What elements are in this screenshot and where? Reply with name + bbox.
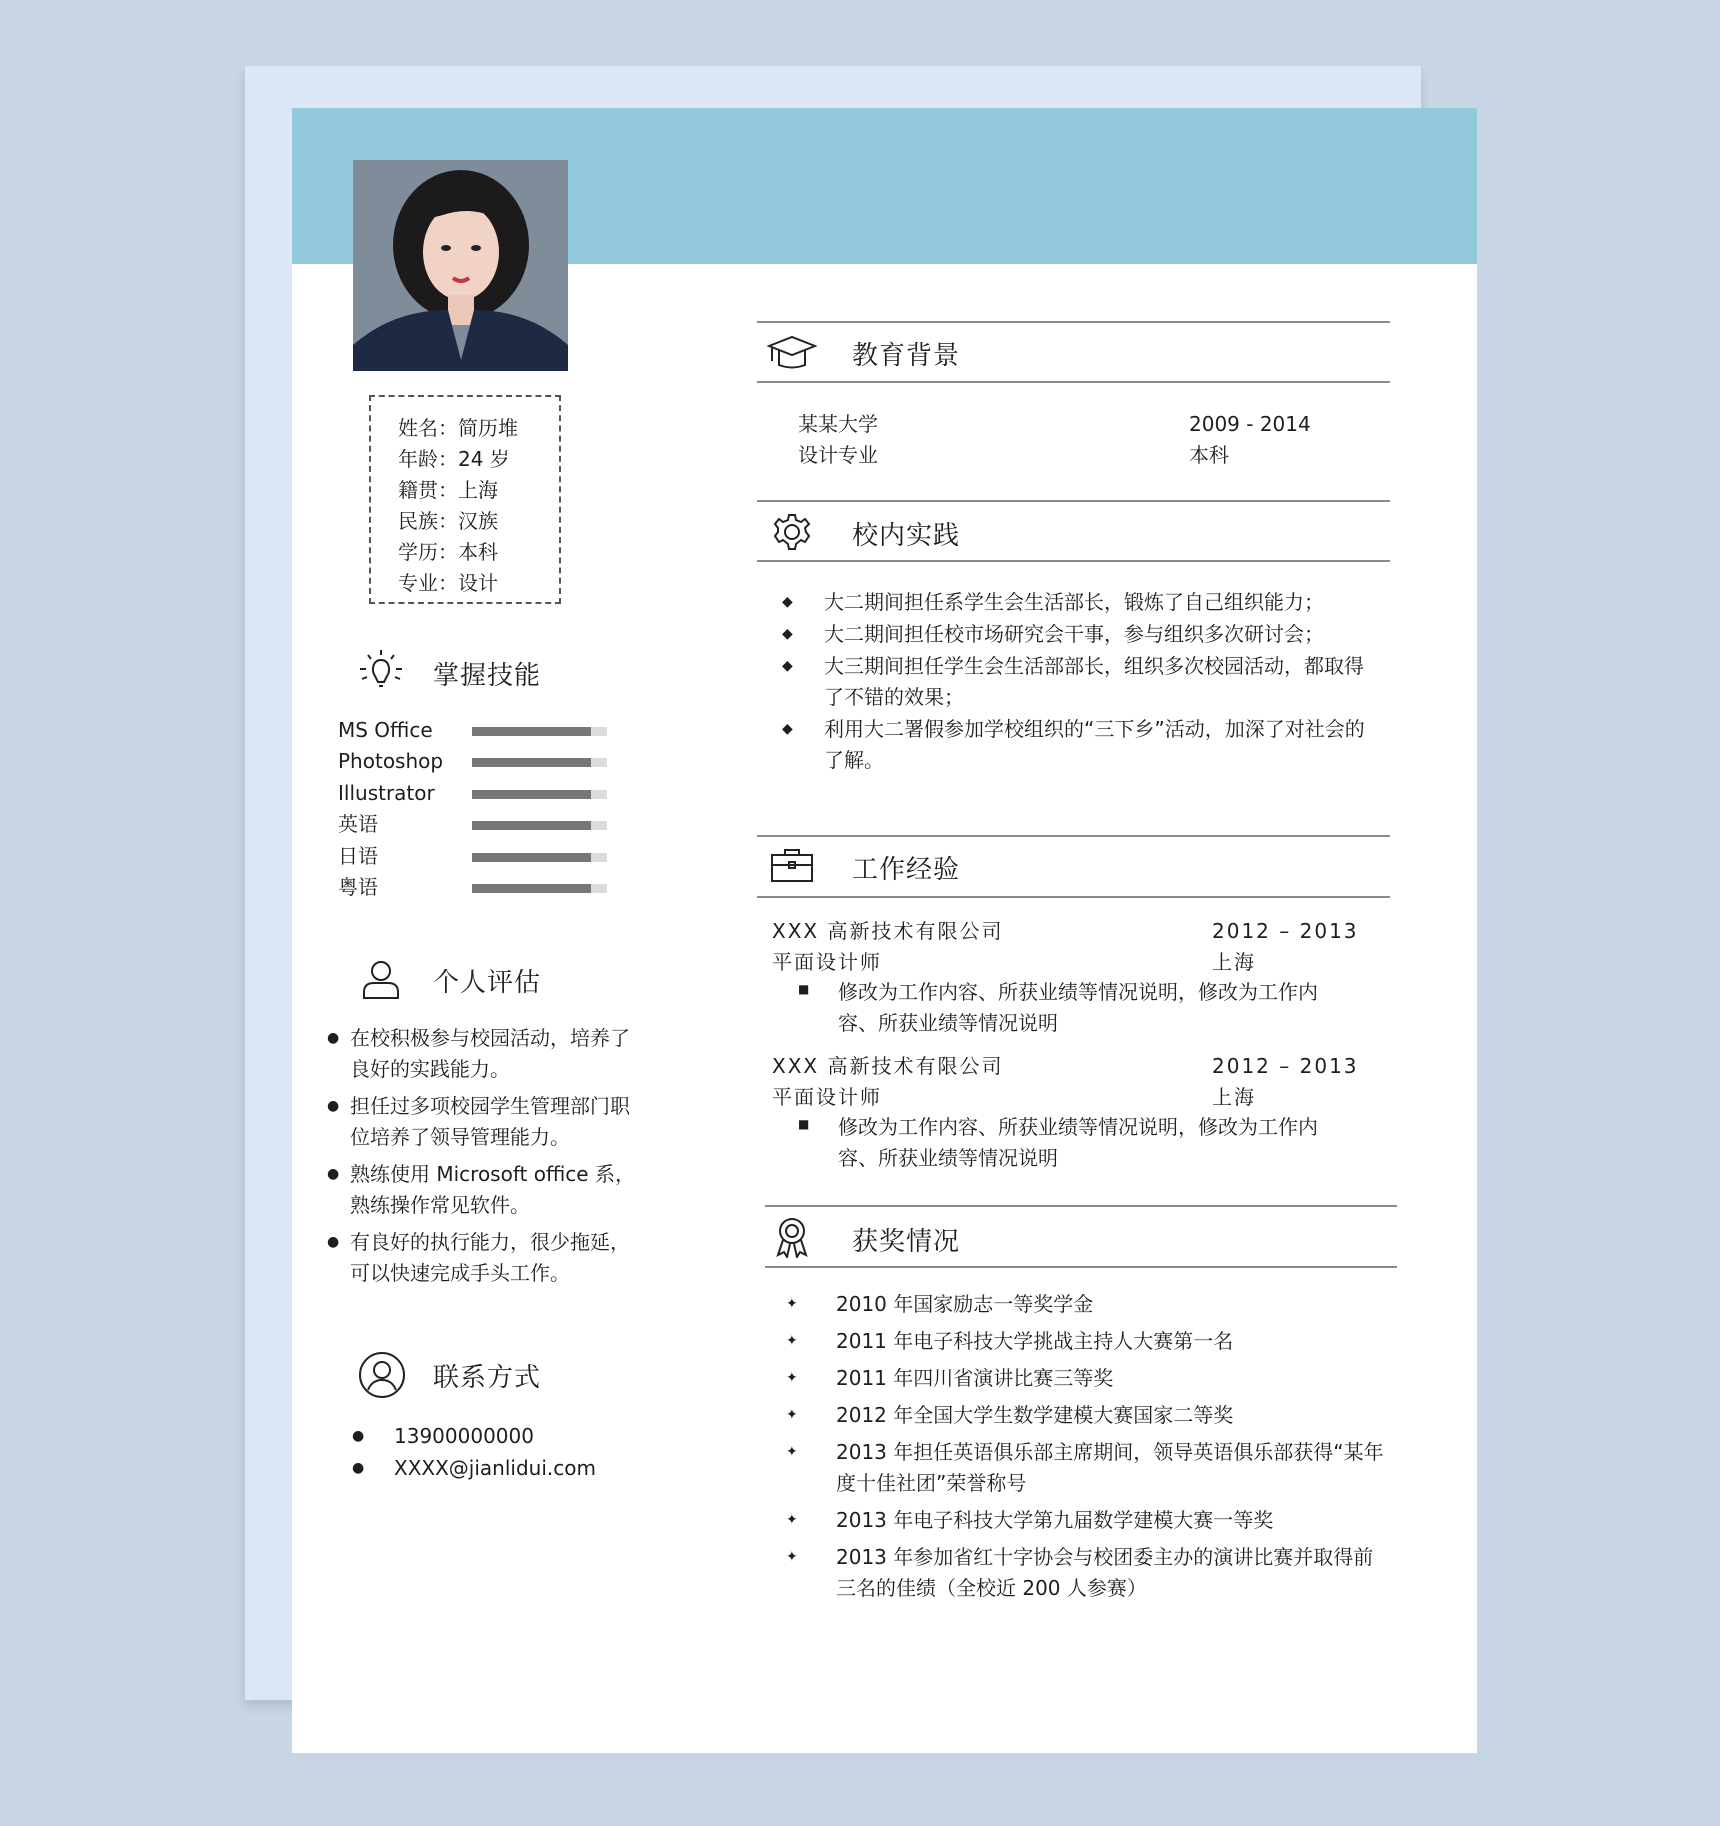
- skill-row: [338, 715, 618, 746]
- evaluation-list: [327, 1023, 637, 1295]
- list-item: [782, 619, 1367, 650]
- bullet-dot-icon: ●: [327, 1098, 340, 1114]
- bullet-star-icon: ✦: [786, 1407, 798, 1423]
- list-item: [327, 1023, 637, 1085]
- skill-name: 日语: [338, 843, 378, 868]
- list-item-text: 熟练使用 Microsoft office 系，熟练操作常见软件。: [350, 1162, 635, 1217]
- list-item: [786, 1326, 1386, 1357]
- skill-bar-fill: [472, 853, 591, 862]
- personal-info-list: [398, 413, 518, 599]
- contact-list: [352, 1421, 652, 1485]
- school-name: 某某大学: [798, 412, 878, 436]
- bullet-dot-icon: ●: [352, 1428, 365, 1444]
- list-item-text: 13900000000: [394, 1424, 534, 1448]
- job-years: 2012 – 2013: [1212, 1054, 1359, 1078]
- bullet-diamond-icon: ◆: [782, 626, 793, 642]
- work-list: [772, 916, 1372, 1186]
- skill-bar: [472, 790, 607, 799]
- profile-photo: [353, 160, 568, 371]
- skill-name: 英语: [338, 812, 378, 837]
- skill-bar-fill: [472, 790, 591, 799]
- bullet-dot-icon: ●: [352, 1460, 365, 1476]
- skills-list: [338, 715, 618, 903]
- job-position: 平面设计师: [772, 1085, 882, 1109]
- divider: [757, 896, 1390, 898]
- info-row: 姓名：简历堆: [398, 416, 518, 440]
- education-years: 2009 - 2014: [1189, 412, 1311, 436]
- divider: [757, 321, 1390, 323]
- skills-heading: 掌握技能: [433, 661, 542, 691]
- job-city: 上海: [1212, 950, 1256, 974]
- skill-bar: [472, 758, 607, 767]
- list-item-text: 2010 年国家励志一等奖学金: [836, 1292, 1094, 1316]
- skill-bar-fill: [472, 727, 591, 736]
- job-entry: [772, 916, 1372, 1051]
- list-item-text: 担任过多项校园学生管理部门职位培养了领导管理能力。: [350, 1094, 630, 1149]
- job-description: 修改为工作内容、所获业绩等情况说明，修改为工作内容、所获业绩等情况说明: [838, 1115, 1318, 1170]
- list-item: [327, 1159, 637, 1221]
- list-item: [782, 714, 1367, 776]
- practice-heading: 校内实践: [852, 521, 961, 551]
- divider: [757, 835, 1390, 837]
- skill-bar-fill: [472, 821, 591, 830]
- bullet-star-icon: ✦: [786, 1370, 798, 1386]
- bullet-star-icon: ✦: [786, 1549, 798, 1565]
- bullet-star-icon: ✦: [786, 1333, 798, 1349]
- contact-icon: [358, 1351, 406, 1403]
- info-row: 专业：设计: [398, 571, 498, 595]
- divider: [757, 560, 1390, 562]
- list-item: [786, 1542, 1386, 1604]
- award-icon: [774, 1216, 810, 1262]
- divider: [757, 500, 1390, 502]
- list-item: [352, 1453, 652, 1484]
- list-item: [786, 1505, 1386, 1536]
- info-row: 籍贯：上海: [398, 478, 498, 502]
- divider: [765, 1205, 1397, 1207]
- skill-bar: [472, 884, 607, 893]
- briefcase-icon: [770, 847, 814, 887]
- list-item-text: 2011 年电子科技大学挑战主持人大赛第一名: [836, 1329, 1234, 1353]
- list-item: [786, 1437, 1386, 1499]
- skill-name: MS Office: [338, 718, 433, 742]
- skill-row: [338, 746, 618, 777]
- skill-bar: [472, 821, 607, 830]
- list-item-text: 2013 年参加省红十字协会与校团委主办的演讲比赛并取得前三名的佳绩（全校近 200 人参赛）: [836, 1545, 1374, 1600]
- bullet-dot-icon: ●: [327, 1166, 340, 1182]
- info-row: 民族：汉族: [398, 509, 498, 533]
- skill-row: [338, 778, 618, 809]
- bullet-dot-icon: ●: [327, 1030, 340, 1046]
- info-row: 学历：本科: [398, 540, 498, 564]
- skill-name: 粤语: [338, 874, 378, 899]
- job-position: 平面设计师: [772, 950, 882, 974]
- skill-name: Photoshop: [338, 749, 444, 774]
- list-item-text: 2011 年四川省演讲比赛三等奖: [836, 1366, 1114, 1390]
- bullet-star-icon: ✦: [786, 1296, 798, 1312]
- bullet-diamond-icon: ◆: [782, 658, 793, 674]
- job-description: 修改为工作内容、所获业绩等情况说明，修改为工作内容、所获业绩等情况说明: [838, 980, 1318, 1035]
- divider: [765, 1266, 1397, 1268]
- education-heading: 教育背景: [852, 341, 961, 371]
- company-name: XXX 高新技术有限公司: [772, 1054, 1004, 1078]
- bullet-square-icon: ■: [798, 1117, 810, 1131]
- list-item-text: 2013 年担任英语俱乐部主席期间，领导英语俱乐部获得“某年度十佳社团”荣誉称号: [836, 1440, 1384, 1495]
- list-item-text: 在校积极参与校园活动，培养了良好的实践能力。: [350, 1026, 630, 1081]
- skill-bar: [472, 853, 607, 862]
- skill-bar-fill: [472, 758, 591, 767]
- job-entry: [772, 1051, 1372, 1186]
- bullet-diamond-icon: ◆: [782, 721, 793, 737]
- contact-heading: 联系方式: [433, 1363, 542, 1393]
- practice-list: [782, 587, 1367, 777]
- list-item-text: 2012 年全国大学生数学建模大赛国家二等奖: [836, 1403, 1234, 1427]
- company-name: XXX 高新技术有限公司: [772, 919, 1004, 943]
- list-item: [786, 1400, 1386, 1431]
- evaluation-heading: 个人评估: [433, 968, 542, 998]
- skill-bar: [472, 727, 607, 736]
- bullet-star-icon: ✦: [786, 1512, 798, 1528]
- list-item-text: 利用大二署假参加学校组织的“三下乡”活动，加深了对社会的了解。: [824, 717, 1365, 772]
- bullet-diamond-icon: ◆: [782, 594, 793, 610]
- list-item: [327, 1227, 637, 1289]
- person-icon: [360, 958, 402, 1004]
- skill-bar-fill: [472, 884, 591, 893]
- degree: 本科: [1189, 443, 1229, 467]
- skill-name: Illustrator: [338, 780, 435, 805]
- skill-row: [338, 872, 618, 903]
- divider: [757, 381, 1390, 383]
- list-item: [786, 1363, 1386, 1394]
- bullet-star-icon: ✦: [786, 1444, 798, 1460]
- bullet-square-icon: ■: [798, 982, 810, 996]
- list-item: [782, 651, 1367, 713]
- list-item-text: 大二期间担任校市场研究会干事，参与组织多次研讨会；: [824, 622, 1324, 646]
- graduation-cap-icon: [767, 335, 817, 373]
- awards-list: [786, 1289, 1386, 1610]
- job-city: 上海: [1212, 1085, 1256, 1109]
- work-heading: 工作经验: [852, 855, 961, 885]
- list-item: [786, 1289, 1386, 1320]
- list-item: [327, 1091, 637, 1153]
- info-row: 年龄：24 岁: [398, 447, 510, 471]
- lightbulb-icon: [358, 648, 404, 698]
- list-item-text: 有良好的执行能力，很少拖延，可以快速完成手头工作。: [350, 1230, 630, 1285]
- list-item-text: 大二期间担任系学生会生活部长，锻炼了自己组织能力；: [824, 590, 1324, 614]
- skill-row: [338, 809, 618, 840]
- skill-row: [338, 841, 618, 872]
- bullet-dot-icon: ●: [327, 1234, 340, 1250]
- major: 设计专业: [798, 443, 878, 467]
- awards-heading: 获奖情况: [852, 1227, 961, 1257]
- list-item-text: XXXX@jianlidui.com: [394, 1456, 596, 1480]
- list-item-text: 大三期间担任学生会生活部部长，组织多次校园活动，都取得了不错的效果；: [824, 654, 1364, 709]
- job-years: 2012 – 2013: [1212, 919, 1359, 943]
- list-item: [352, 1421, 652, 1452]
- list-item-text: 2013 年电子科技大学第九届数学建模大赛一等奖: [836, 1508, 1274, 1532]
- list-item: [782, 587, 1367, 618]
- gear-icon: [772, 512, 812, 556]
